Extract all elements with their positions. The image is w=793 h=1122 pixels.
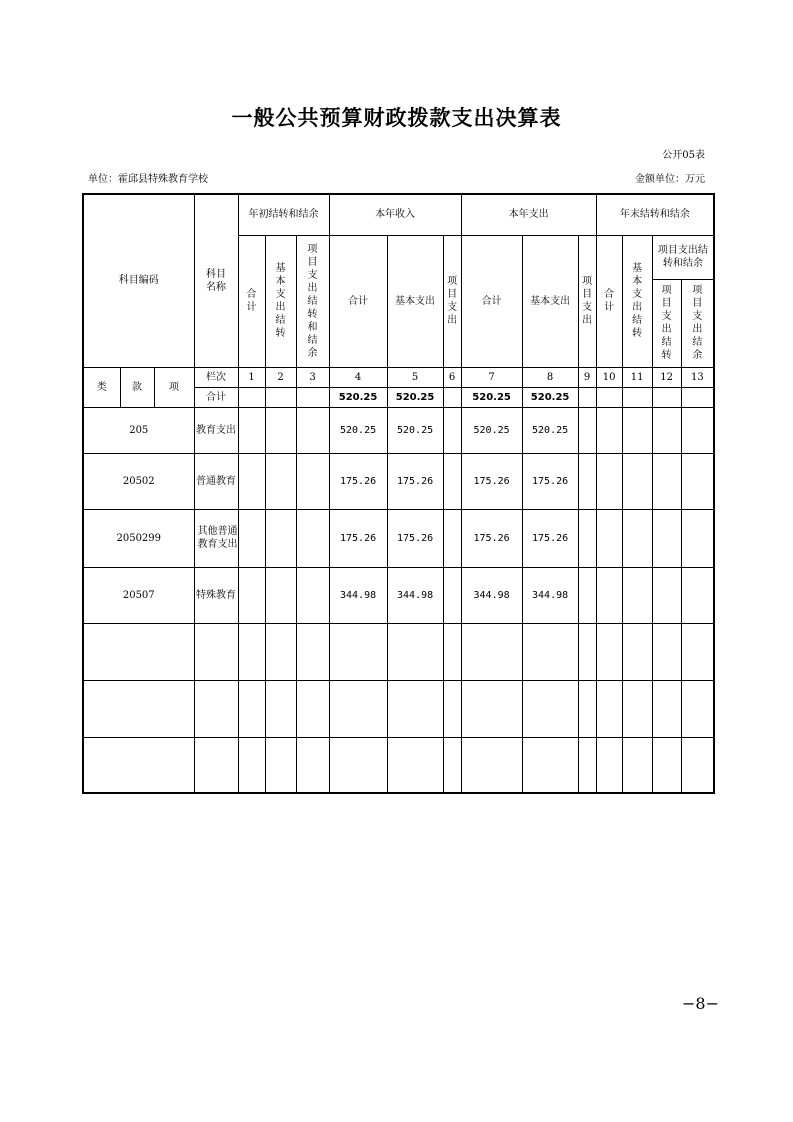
total-expense-basic: 520.25	[522, 387, 578, 407]
header-expense-basic: 基本支出	[522, 235, 578, 367]
header-item: 项	[154, 367, 194, 407]
row-expense-total: 175.26	[461, 509, 522, 567]
header-end-project-carry: 项目支出结转	[652, 279, 681, 367]
col-num-12: 12	[652, 367, 681, 387]
row-income-total: 520.25	[329, 407, 387, 453]
row-code: 2050299	[83, 509, 194, 567]
row-income-total: 344.98	[329, 567, 387, 623]
amount-unit-label: 金额单位：万元	[635, 174, 705, 185]
expenditure-table	[82, 193, 715, 794]
header-section: 款	[120, 367, 154, 407]
row-income-basic: 175.26	[387, 453, 443, 509]
col-num-3: 3	[296, 367, 329, 387]
row-income-total: 175.26	[329, 453, 387, 509]
page-title: 一般公共预算财政拨款支出决算表	[231, 106, 562, 130]
header-income: 本年收入	[329, 194, 461, 235]
empty-row	[83, 680, 714, 737]
header-income-total: 合计	[329, 235, 387, 367]
row-income-basic: 175.26	[387, 509, 443, 567]
row-name: 教育支出	[194, 407, 238, 453]
row-expense-basic: 175.26	[522, 509, 578, 567]
form-number: 公开05表	[662, 150, 705, 161]
header-expense-project: 项目支出	[578, 235, 596, 367]
header-end-balance: 年末结转和结余	[596, 194, 714, 235]
col-num-5: 5	[387, 367, 443, 387]
row-expense-basic: 175.26	[522, 453, 578, 509]
header-income-project: 项目支出	[443, 235, 461, 367]
row-income-basic: 520.25	[387, 407, 443, 453]
col-num-7: 7	[461, 367, 522, 387]
row-expense-total: 175.26	[461, 453, 522, 509]
empty-row	[83, 623, 714, 680]
total-expense-total: 520.25	[461, 387, 522, 407]
row-expense-total: 344.98	[461, 567, 522, 623]
col-num-4: 4	[329, 367, 387, 387]
col-num-13: 13	[681, 367, 714, 387]
row-name: 普通教育	[194, 453, 238, 509]
table-row	[83, 509, 714, 567]
header-begin-balance: 年初结转和结余	[238, 194, 329, 235]
col-num-8: 8	[522, 367, 578, 387]
empty-row	[83, 737, 714, 793]
row-name: 其他普通教育支出	[194, 509, 238, 567]
row-code: 205	[83, 407, 194, 453]
header-expense-total: 合计	[461, 235, 522, 367]
col-num-9: 9	[578, 367, 596, 387]
table-row	[83, 567, 714, 623]
col-num-6: 6	[443, 367, 461, 387]
row-expense-basic: 520.25	[522, 407, 578, 453]
header-begin-basic-carry: 基本支出结转	[265, 235, 296, 367]
header-begin-total: 合计	[238, 235, 265, 367]
header-expense: 本年支出	[461, 194, 596, 235]
col-num-10: 10	[596, 367, 622, 387]
row-income-total: 175.26	[329, 509, 387, 567]
col-num-11: 11	[622, 367, 652, 387]
row-income-basic: 344.98	[387, 567, 443, 623]
header-end-project-group: 项目支出结转和结余	[652, 235, 714, 279]
row-expense-basic: 344.98	[522, 567, 578, 623]
header-income-basic: 基本支出	[387, 235, 443, 367]
header-end-basic-carry: 基本支出结转	[622, 235, 652, 367]
table-row	[83, 407, 714, 453]
col-num-2: 2	[265, 367, 296, 387]
page-number: −8−	[682, 994, 719, 1013]
unit-label: 单位：霍邱县特殊教育学校	[88, 174, 208, 185]
row-expense-total: 520.25	[461, 407, 522, 453]
header-end-total: 合计	[596, 235, 622, 367]
column-index-label: 栏次	[194, 367, 238, 387]
col-num-1: 1	[238, 367, 265, 387]
header-class: 类	[83, 367, 120, 407]
header-end-project-balance: 项目支出结余	[681, 279, 714, 367]
row-name: 特殊教育	[194, 567, 238, 623]
row-code: 20502	[83, 453, 194, 509]
header-subject-code: 科目编码	[83, 194, 194, 367]
row-code: 20507	[83, 567, 194, 623]
header-begin-project-carry: 项目支出结转和结余	[296, 235, 329, 367]
total-income-total: 520.25	[329, 387, 387, 407]
header-subject-name: 科目名称	[194, 194, 238, 367]
table-row	[83, 453, 714, 509]
total-label: 合计	[194, 387, 238, 407]
total-income-basic: 520.25	[387, 387, 443, 407]
